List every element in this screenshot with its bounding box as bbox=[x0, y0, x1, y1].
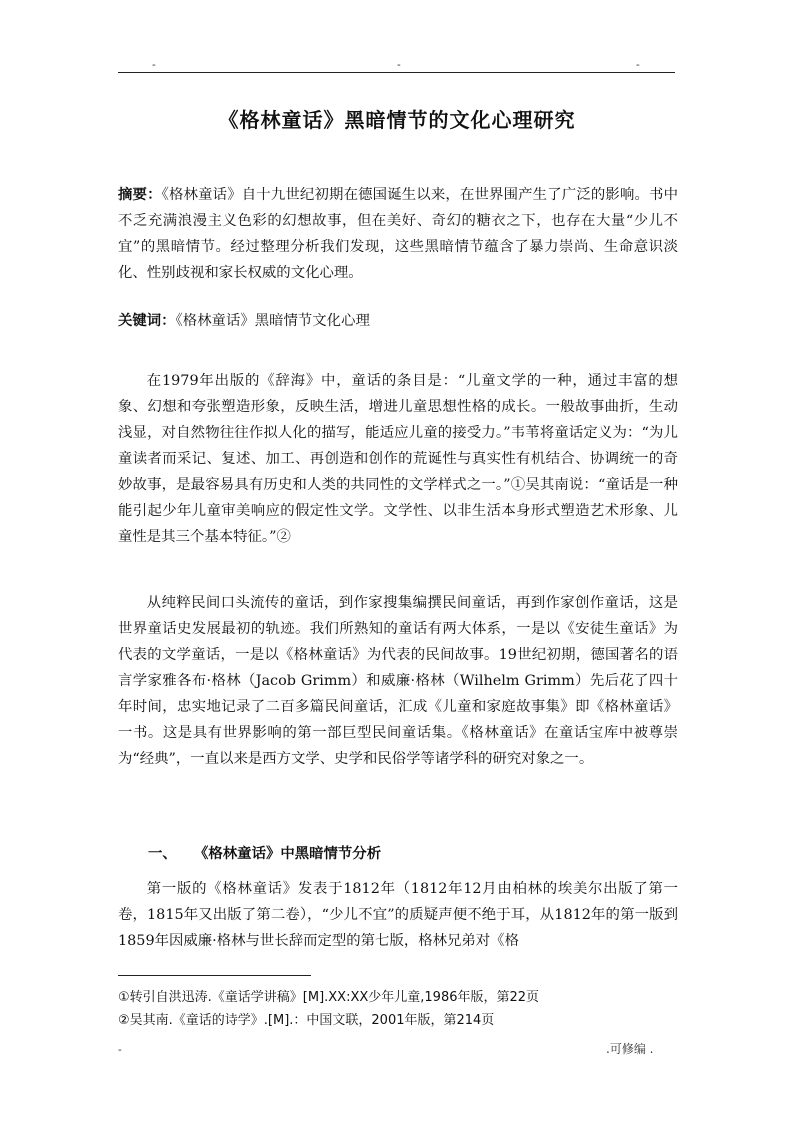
section-heading bbox=[148, 842, 381, 863]
header-mark-right: - bbox=[636, 58, 640, 71]
footnote-1: ①转引自洪迅涛.《童话学讲稿》[M].XX:XX少年儿童,1986年版，第22页 bbox=[118, 990, 540, 1005]
section-title: 《格林童话》中黑暗情节分析 bbox=[194, 845, 382, 862]
header-mark-left: - bbox=[152, 58, 156, 71]
abstract bbox=[118, 182, 678, 286]
keywords-text: 《格林童话》黑暗情节文化心理 bbox=[175, 313, 370, 329]
abstract-text: 《格林童话》自十九世纪初期在德国诞生以来，在世界围产生了广泛的影响。书中不乏充满浪漫主义色彩的幻想故事，但在美好、奇幻的糖衣之下，也存在大量“少儿不宜”的黑暗情节。经过整理分析我们发现，这些黑暗情节蕴含了暴力崇尚、生命意识淡化、性别歧视和家长权威的文化心理。 bbox=[118, 187, 678, 281]
body-paragraph-2: 从纯粹民间口头流传的童话，到作家搜集编撰民间童话，再到作家创作童话，这是世界童话史发展最初的轨迹。我们所熟知的童话有两大体系，一是以《安徒生童话》为代表的文学童话，一是以《格林童话》为代表的民间故事。19世纪初期，德国著名的语言学家雅各布·格林（Jacob Grimm）和威廉·格林（Wilhelm Grimm）先后花了四十年时间，忠实地记录了二百多篇民间童话，汇成《儿童和家庭故事集》即《格林童话》一书。这是具有世界影响的第一部巨型民间童话集。《格林童话》在童话宝库中被尊崇为“经典”，一直以来是西方文学、史学和民俗学等诸学科的研究对象之一。 bbox=[118, 595, 678, 767]
abstract-label: 摘要： bbox=[118, 186, 162, 203]
footer-mark: - bbox=[118, 1043, 122, 1056]
keywords-label: 关键词： bbox=[118, 312, 176, 329]
body-paragraph-3: 第一版的《格林童话》发表于1812年（1812年12月由柏林的埃美尔出版了第一卷，1815年又出版了第二卷），“少儿不宜”的质疑声便不绝于耳，从1812年的第一版到1859年因威廉·格林与世长辞而定型的第七版，格林兄弟对《格 bbox=[118, 881, 678, 949]
header-mark-center: - bbox=[397, 58, 401, 71]
section-number: 一、 bbox=[148, 845, 177, 862]
footnote-2: ②吴其南.《童话的诗学》.[M].：中国文联，2001年版，第214页 bbox=[118, 1013, 495, 1028]
footer-editable-note: .可修编 . bbox=[606, 1042, 654, 1056]
footnote-separator bbox=[118, 975, 311, 976]
page-header bbox=[118, 58, 675, 73]
body-paragraph-1: 在1979年出版的《辞海》中，童话的条目是：“儿童文学的一种，通过丰富的想象、幻想和夸张塑造形象，反映生活，增进儿童思想性格的成长。一般故事曲折，生动浅显，对自然物往往作拟人化的描写，能适应儿童的接受力。”韦苇将童话定义为：“为儿童读者而采记、复述、加工、再创造和创作的荒诞性与真实性有机结合、协调统一的奇妙故事，是最容易具有历史和人类的共同性的文学样式之一。”①吴其南说：“童话是一种能引起少年儿童审美响应的假定性文学。文学性、以非生活本身形式塑造艺术形象、儿童性是其三个基本特征。”② bbox=[118, 373, 678, 545]
keywords bbox=[118, 308, 678, 334]
document-title: 《格林童话》黑暗情节的文化心理研究 bbox=[218, 108, 576, 132]
